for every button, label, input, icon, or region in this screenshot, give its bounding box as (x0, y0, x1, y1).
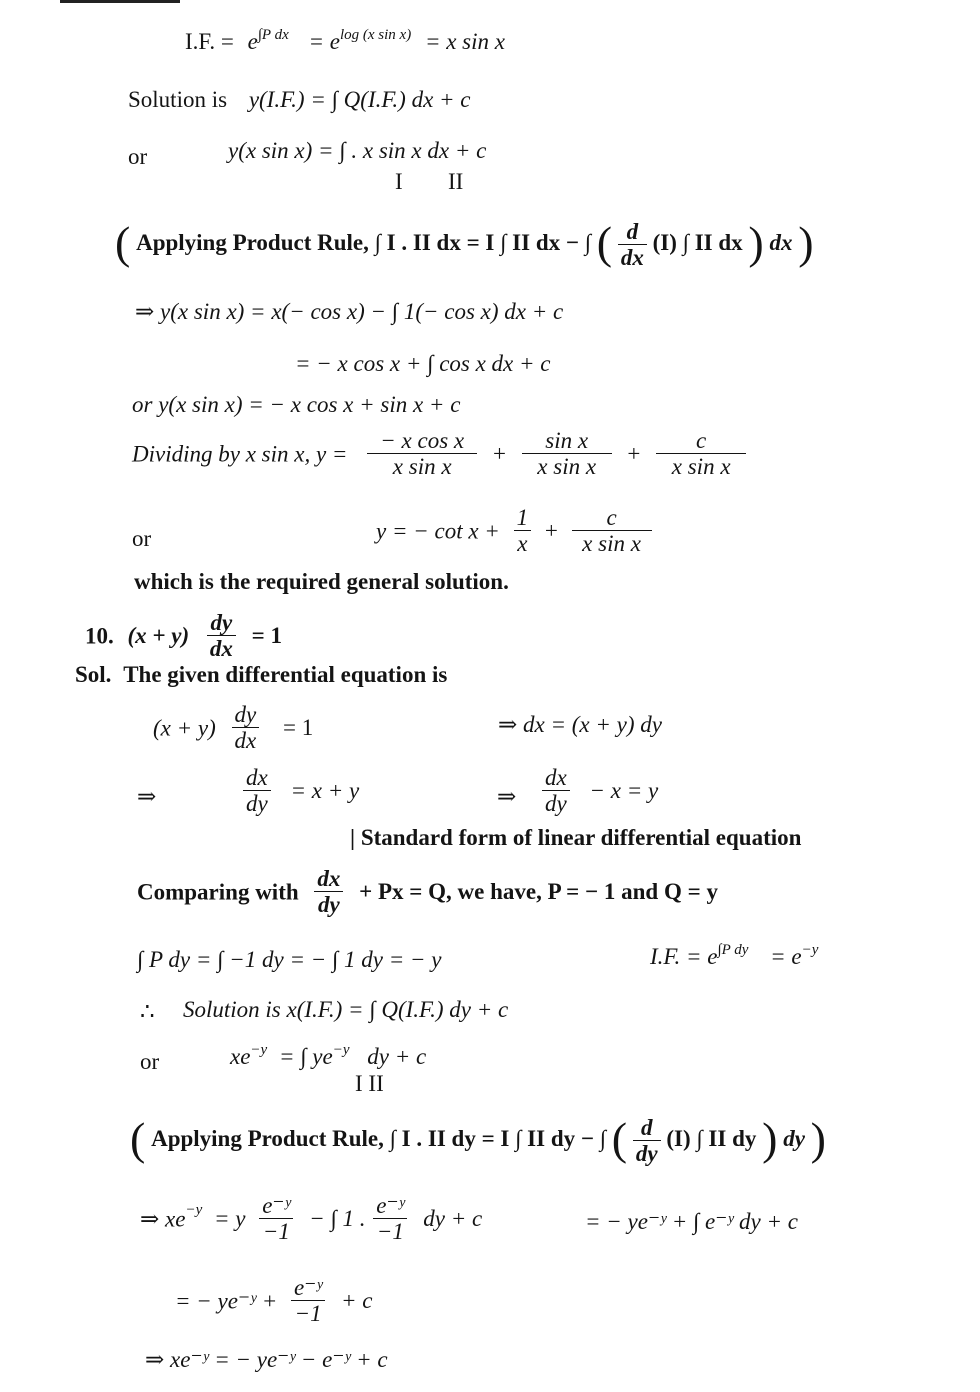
plus-sign-3: + (544, 518, 558, 544)
if-result-exponent-2: −y (801, 942, 819, 958)
step-a-fraction-2: $\frac{\text{e⁻ʸ}}{-1}$ (373, 1193, 407, 1245)
solution-line (128, 88, 471, 111)
if-eq2: = e (308, 29, 340, 54)
or3-exp: −y (250, 1042, 268, 1058)
product-rule-2-derivative: $\frac{d}{dy}$ (633, 1115, 661, 1167)
right-paren: ) (798, 217, 814, 268)
sol-label: Sol. (75, 662, 112, 687)
div-fraction-3: $\frac{c}{\text{x sin x}}$ (656, 428, 746, 480)
step-a-right: = − ye⁻ʸ + ∫ e⁻ʸ dy + c (585, 1209, 798, 1234)
part-ii-label: II (448, 169, 464, 194)
step-3: or y(x sin x) = − x cos x + sin x + c (132, 392, 461, 417)
product-rule-1 (115, 212, 814, 271)
step-b-fraction: $\frac{\text{e⁻ʸ}}{-1}$ (291, 1275, 325, 1327)
step-a-lhs: ⇒ xe (140, 1206, 186, 1232)
comparing-label: Comparing with (137, 879, 299, 905)
or-equation-3 (230, 1042, 427, 1069)
or-equation-1: y(x sin x) = ∫ . x sin x dx + c (228, 138, 487, 163)
eq2-rhs: = x + y (290, 778, 360, 804)
if-exponent2: log (x sin x) (339, 27, 412, 43)
step-c: ⇒ xe⁻ʸ = − ye⁻ʸ − e⁻ʸ + c (145, 1347, 388, 1372)
eq1-right: ⇒ dx = (x + y) dy (498, 712, 662, 737)
sol-intro-text: The given differential equation is (123, 662, 448, 687)
step-a-exp: −y (185, 1202, 203, 1219)
comparing-rest: + Px = Q, we have, P = − 1 and Q = y (359, 879, 718, 905)
if-exponent-2: ∫P dy (717, 942, 749, 958)
if-line (185, 27, 505, 54)
div-fraction-1: $\frac{\text{− x cos x}}{\text{x sin x}}$ (367, 428, 477, 480)
left-paren-2: ( (130, 1113, 146, 1164)
question-rhs: = 1 (251, 623, 282, 649)
final-lhs: y = − cot x + (376, 518, 500, 544)
implies-1: ⇒ (137, 784, 157, 809)
integral-p: ∫ P dy = ∫ −1 dy = − ∫ 1 dy = − y (137, 947, 442, 972)
comparing-derivative: $\frac{dx}{dy}$ (314, 866, 343, 918)
product-rule-1-tail: (I) ∫ II dx (652, 230, 743, 255)
step-b (175, 1275, 372, 1327)
question-10 (85, 610, 282, 662)
div-fraction-2: $\frac{\text{sin x}}{\text{x sin x}}$ (522, 428, 612, 480)
parts-label: I II (355, 1071, 384, 1096)
solution-line-2: Solution is x(I.F.) = ∫ Q(I.F.) dy + c (183, 997, 509, 1022)
question-lhs: (x + y) (127, 623, 190, 649)
eq1-rhs: = 1 (282, 715, 314, 741)
if-base: e (247, 29, 258, 54)
step-a-eq: = y (213, 1206, 246, 1232)
eq3-derivative: $\frac{dx}{dy}$ (542, 765, 570, 817)
dividing-label: Dividing by x sin x, y = (132, 441, 348, 467)
top-rule (60, 0, 180, 3)
step-a (140, 1193, 482, 1245)
standard-form-note: | Standard form of linear differential equation (350, 825, 802, 850)
right-paren-2: ) (810, 1113, 826, 1164)
step-b-tail: + c (340, 1288, 373, 1314)
if-label-2: I.F. = e (650, 944, 718, 969)
eq2-derivative: $\frac{dx}{dy}$ (243, 765, 271, 817)
step-a-fraction-1: $\frac{\text{e⁻ʸ}}{-1}$ (259, 1193, 293, 1245)
plus-sign-1: + (492, 441, 506, 467)
inner-paren-close: ) (748, 217, 764, 268)
step-a-tail: dy + c (423, 1206, 483, 1232)
sol-eq-2 (243, 765, 359, 817)
final-fraction-2: $\frac{c}{\text{x sin x}}$ (572, 505, 652, 557)
or-label-1: or (128, 144, 148, 169)
or-label-2: or (132, 526, 152, 551)
sol-intro (75, 663, 447, 686)
product-rule-2-text: Applying Product Rule, ∫ I . II dy = I ∫ II dy − ∫ (151, 1126, 607, 1151)
comparing-line (137, 866, 718, 918)
inner-paren-open: ( (596, 217, 613, 268)
if-line-2 (650, 942, 819, 969)
inner-paren-close-2: ) (762, 1113, 778, 1164)
product-rule-2 (130, 1108, 826, 1167)
step-b-lhs: = − ye⁻ʸ + (175, 1288, 278, 1314)
part-i-label: I (395, 169, 403, 194)
left-paren: ( (115, 217, 131, 268)
product-rule-2-end: dy (783, 1126, 805, 1151)
therefore-sign: ∴ (140, 999, 155, 1024)
step-a-mid: − ∫ 1 . (309, 1206, 366, 1232)
eq1-lhs: (x + y) (153, 715, 216, 741)
question-derivative: $\frac{dy}{dx}$ (207, 610, 236, 662)
step-1: ⇒ y(x sin x) = x(− cos x) − ∫ 1(− cos x) dx + c (135, 299, 564, 324)
if-result-2: = e (770, 944, 802, 969)
or3-tail: dy + c (367, 1044, 427, 1069)
sol-eq-1 (153, 702, 313, 754)
final-equation (376, 505, 652, 557)
solution-equation: y(I.F.) = ∫ Q(I.F.) dx + c (248, 87, 471, 112)
or-label-3: or (140, 1049, 160, 1074)
dividing-line (132, 428, 746, 480)
inner-paren-open-2: ( (611, 1113, 628, 1164)
conclusion: which is the required general solution. (134, 569, 509, 594)
product-rule-1-derivative: $\frac{d}{dx}$ (618, 219, 647, 271)
question-number: 10. (85, 623, 114, 649)
product-rule-1-end: dx (769, 230, 793, 255)
sol-eq-3 (542, 765, 658, 817)
or3-exp2: −y (332, 1042, 350, 1058)
implies-2: ⇒ (497, 784, 517, 809)
eq3-rhs: − x = y (589, 778, 659, 804)
if-label: I.F. = (185, 29, 234, 54)
if-exponent: ∫P dx (257, 27, 289, 43)
step-2: = − x cos x + ∫ cos x dx + c (295, 351, 551, 376)
final-fraction-1: $\frac{1}{x}$ (514, 505, 532, 557)
product-rule-1-text: Applying Product Rule, ∫ I . II dx = I ∫ II dx − ∫ (136, 230, 592, 255)
or3-mid: = ∫ ye (278, 1044, 333, 1069)
plus-sign-2: + (627, 441, 641, 467)
or3-lhs: xe (230, 1044, 251, 1069)
eq1-derivative: $\frac{dy}{dx}$ (232, 702, 260, 754)
product-rule-2-tail: (I) ∫ II dy (666, 1126, 757, 1151)
if-result: = x sin x (424, 29, 505, 54)
solution-label: Solution is (128, 87, 228, 112)
